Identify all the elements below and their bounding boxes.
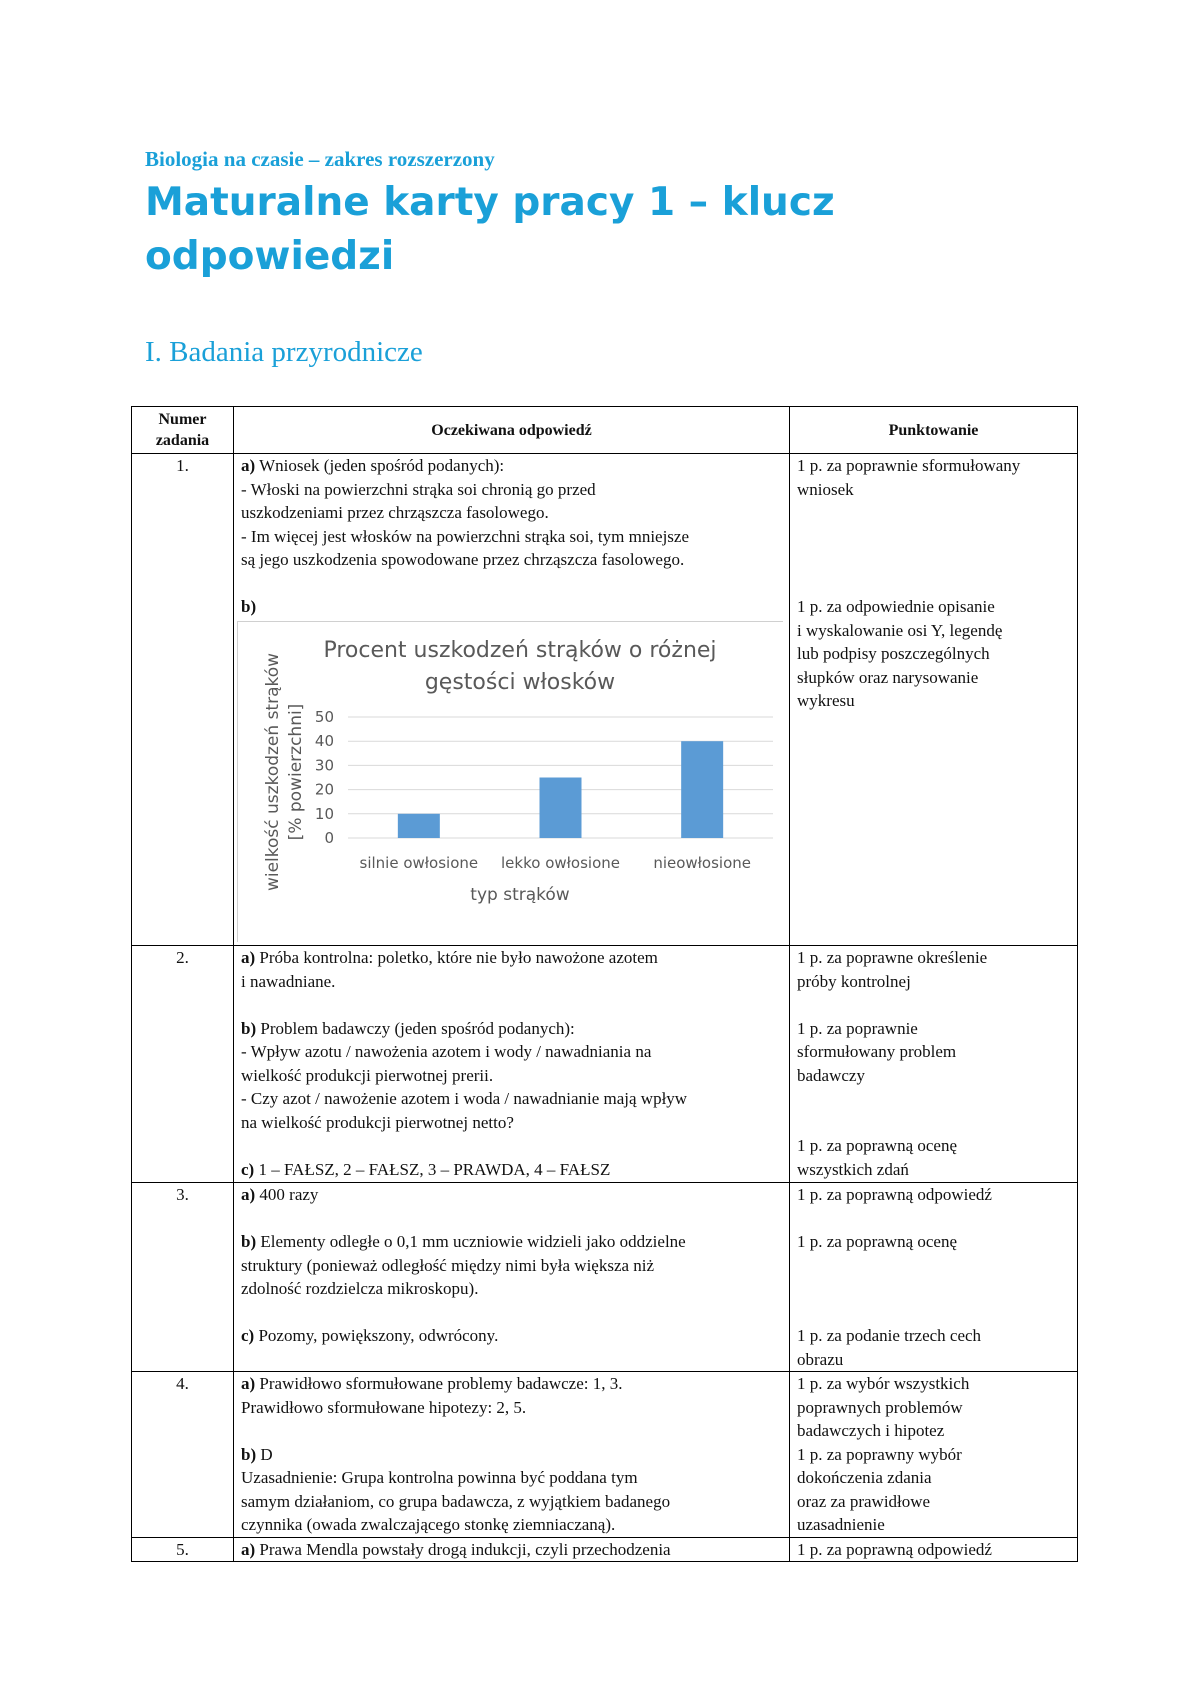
answer-cell: a) Próba kontrolna: poletko, które nie było nawożone azotem i nawadniane. b) Problem badawczy (jeden spośród podanych): - Wpływ azotu / nawożenia azotem i wody / nawadniania na wielkość produkcji pierwotnej prerii. - Czy azot / nawożenie azotem i woda / nawadnianie mają wpływ na wielkość produkcji pierwotnej netto? c) 1 – FAŁSZ, 2 – FAŁSZ, 3 – PRAWDA, 4 – FAŁSZ <box>234 946 790 1183</box>
header-expected-answer: Oczekiwana odpowiedź <box>234 407 790 454</box>
table-row <box>132 946 1078 1183</box>
task-number: 3. <box>132 1183 234 1372</box>
chart-x-tick-label: nieowłosione <box>653 853 752 872</box>
chart-x-ticks <box>360 854 751 872</box>
chart-y-tick-label: 10 <box>314 804 334 823</box>
chart-y-tick-label: 20 <box>314 780 334 799</box>
chart-y-tick-label: 40 <box>314 731 334 750</box>
chart-title-line1: Procent uszkodzeń strąków o różnej <box>323 637 717 663</box>
chart-bar <box>681 741 723 838</box>
chart-x-tick-label: lekko owłosione <box>501 853 620 872</box>
chart-bar <box>540 777 582 838</box>
scoring-cell: 1 p. za poprawną odpowiedź 1 p. za poprawną ocenę 1 p. za podanie trzech cech obrazu <box>790 1183 1078 1372</box>
document-title: Maturalne karty pracy 1 – klucz odpowiedzi <box>145 180 835 279</box>
table-row <box>132 454 1078 946</box>
chart-y-axis-label-line2: [% powierzchni] <box>286 703 306 840</box>
table-header-row <box>132 407 1078 454</box>
scoring-cell: 1 p. za poprawnie sformułowany wniosek 1 p. za odpowiednie opisanie i wyskalowanie osi Y, legendę lub podpisy poszczególnych słupków oraz narysowanie wykresu <box>790 454 1078 946</box>
header-task-number: Numer zadania <box>132 407 234 454</box>
document-subtitle: Biologia na czasie – zakres rozszerzony <box>145 147 495 171</box>
answer-cell: a) 400 razy b) Elementy odległe o 0,1 mm uczniowie widzieli jako oddzielne struktury (ponieważ odległość między nimi była większa niż zdolność rozdzielcza mikroskopu). c) Pozomy, powiększony, odwrócony. <box>234 1183 790 1372</box>
scoring-cell: 1 p. za poprawne określenie próby kontrolnej 1 p. za poprawnie sformułowany problem badawczy 1 p. za poprawną ocenę wszystkich zdań <box>790 946 1078 1183</box>
answer-cell: a) Prawa Mendla powstały drogą indukcji, czyli przechodzenia <box>234 1537 790 1562</box>
task-number: 5. <box>132 1537 234 1562</box>
chart-x-tick-label: silnie owłosione <box>359 853 479 872</box>
table-row <box>132 1537 1078 1562</box>
answer-cell: a) Prawidłowo sformułowane problemy badawcze: 1, 3. Prawidłowo sformułowane hipotezy: 2, 5. b) D Uzasadnienie: Grupa kontrolna powinna być poddana tym samym działaniom, co grupa badawcza, z wyjątkiem badanego czynnika (owada zwalczającego stonkę ziemniaczaną). <box>234 1372 790 1538</box>
task-number: 1. <box>132 454 234 946</box>
chart-bar <box>398 813 440 837</box>
chart-x-axis-label: typ strąków <box>470 884 570 905</box>
chart-y-tick-label: 0 <box>324 828 334 847</box>
answer-key-table <box>131 406 1078 1562</box>
answer-cell: a) Wniosek (jeden spośród podanych): - Włoski na powierzchni strąka soi chronią go przed uszkodzeniami przez chrząszcza fasolowego. - Im więcej jest włosków na powierzchni strąka soi, tym mniejsze są jego uszkodzenia spowodowane przez chrząszcza fasolowego. b) Procent uszkodzeń strąków o różnej gęstości włosków 0 10 20 30 40 50 silnie owłosione lekko owłosione nieowłosione typ strąków wielkość uszkodzeń strąków [% powierzchni] <box>234 454 790 946</box>
scoring-cell: 1 p. za poprawną odpowiedź <box>790 1537 1078 1562</box>
chart-svg <box>238 622 783 942</box>
chart-title-line2: gęstości włosków <box>424 669 616 695</box>
section-heading: I. Badania przyrodnicze <box>145 336 423 368</box>
scoring-cell: 1 p. za wybór wszystkich poprawnych problemów badawczych i hipotez 1 p. za poprawny wybór dokończenia zdania oraz za prawidłowe uzasadnienie <box>790 1372 1078 1538</box>
header-scoring: Punktowanie <box>790 407 1078 454</box>
chart-y-tick-label: 50 <box>314 707 334 726</box>
table-row <box>132 1183 1078 1372</box>
task-number: 4. <box>132 1372 234 1538</box>
chart-y-tick-label: 30 <box>314 755 334 774</box>
chart-y-axis-label-line1: wielkość uszkodzeń strąków <box>263 652 283 891</box>
chart-y-ticks <box>315 708 334 847</box>
task-number: 2. <box>132 946 234 1183</box>
table-row <box>132 1372 1078 1538</box>
bar-chart <box>237 621 783 942</box>
